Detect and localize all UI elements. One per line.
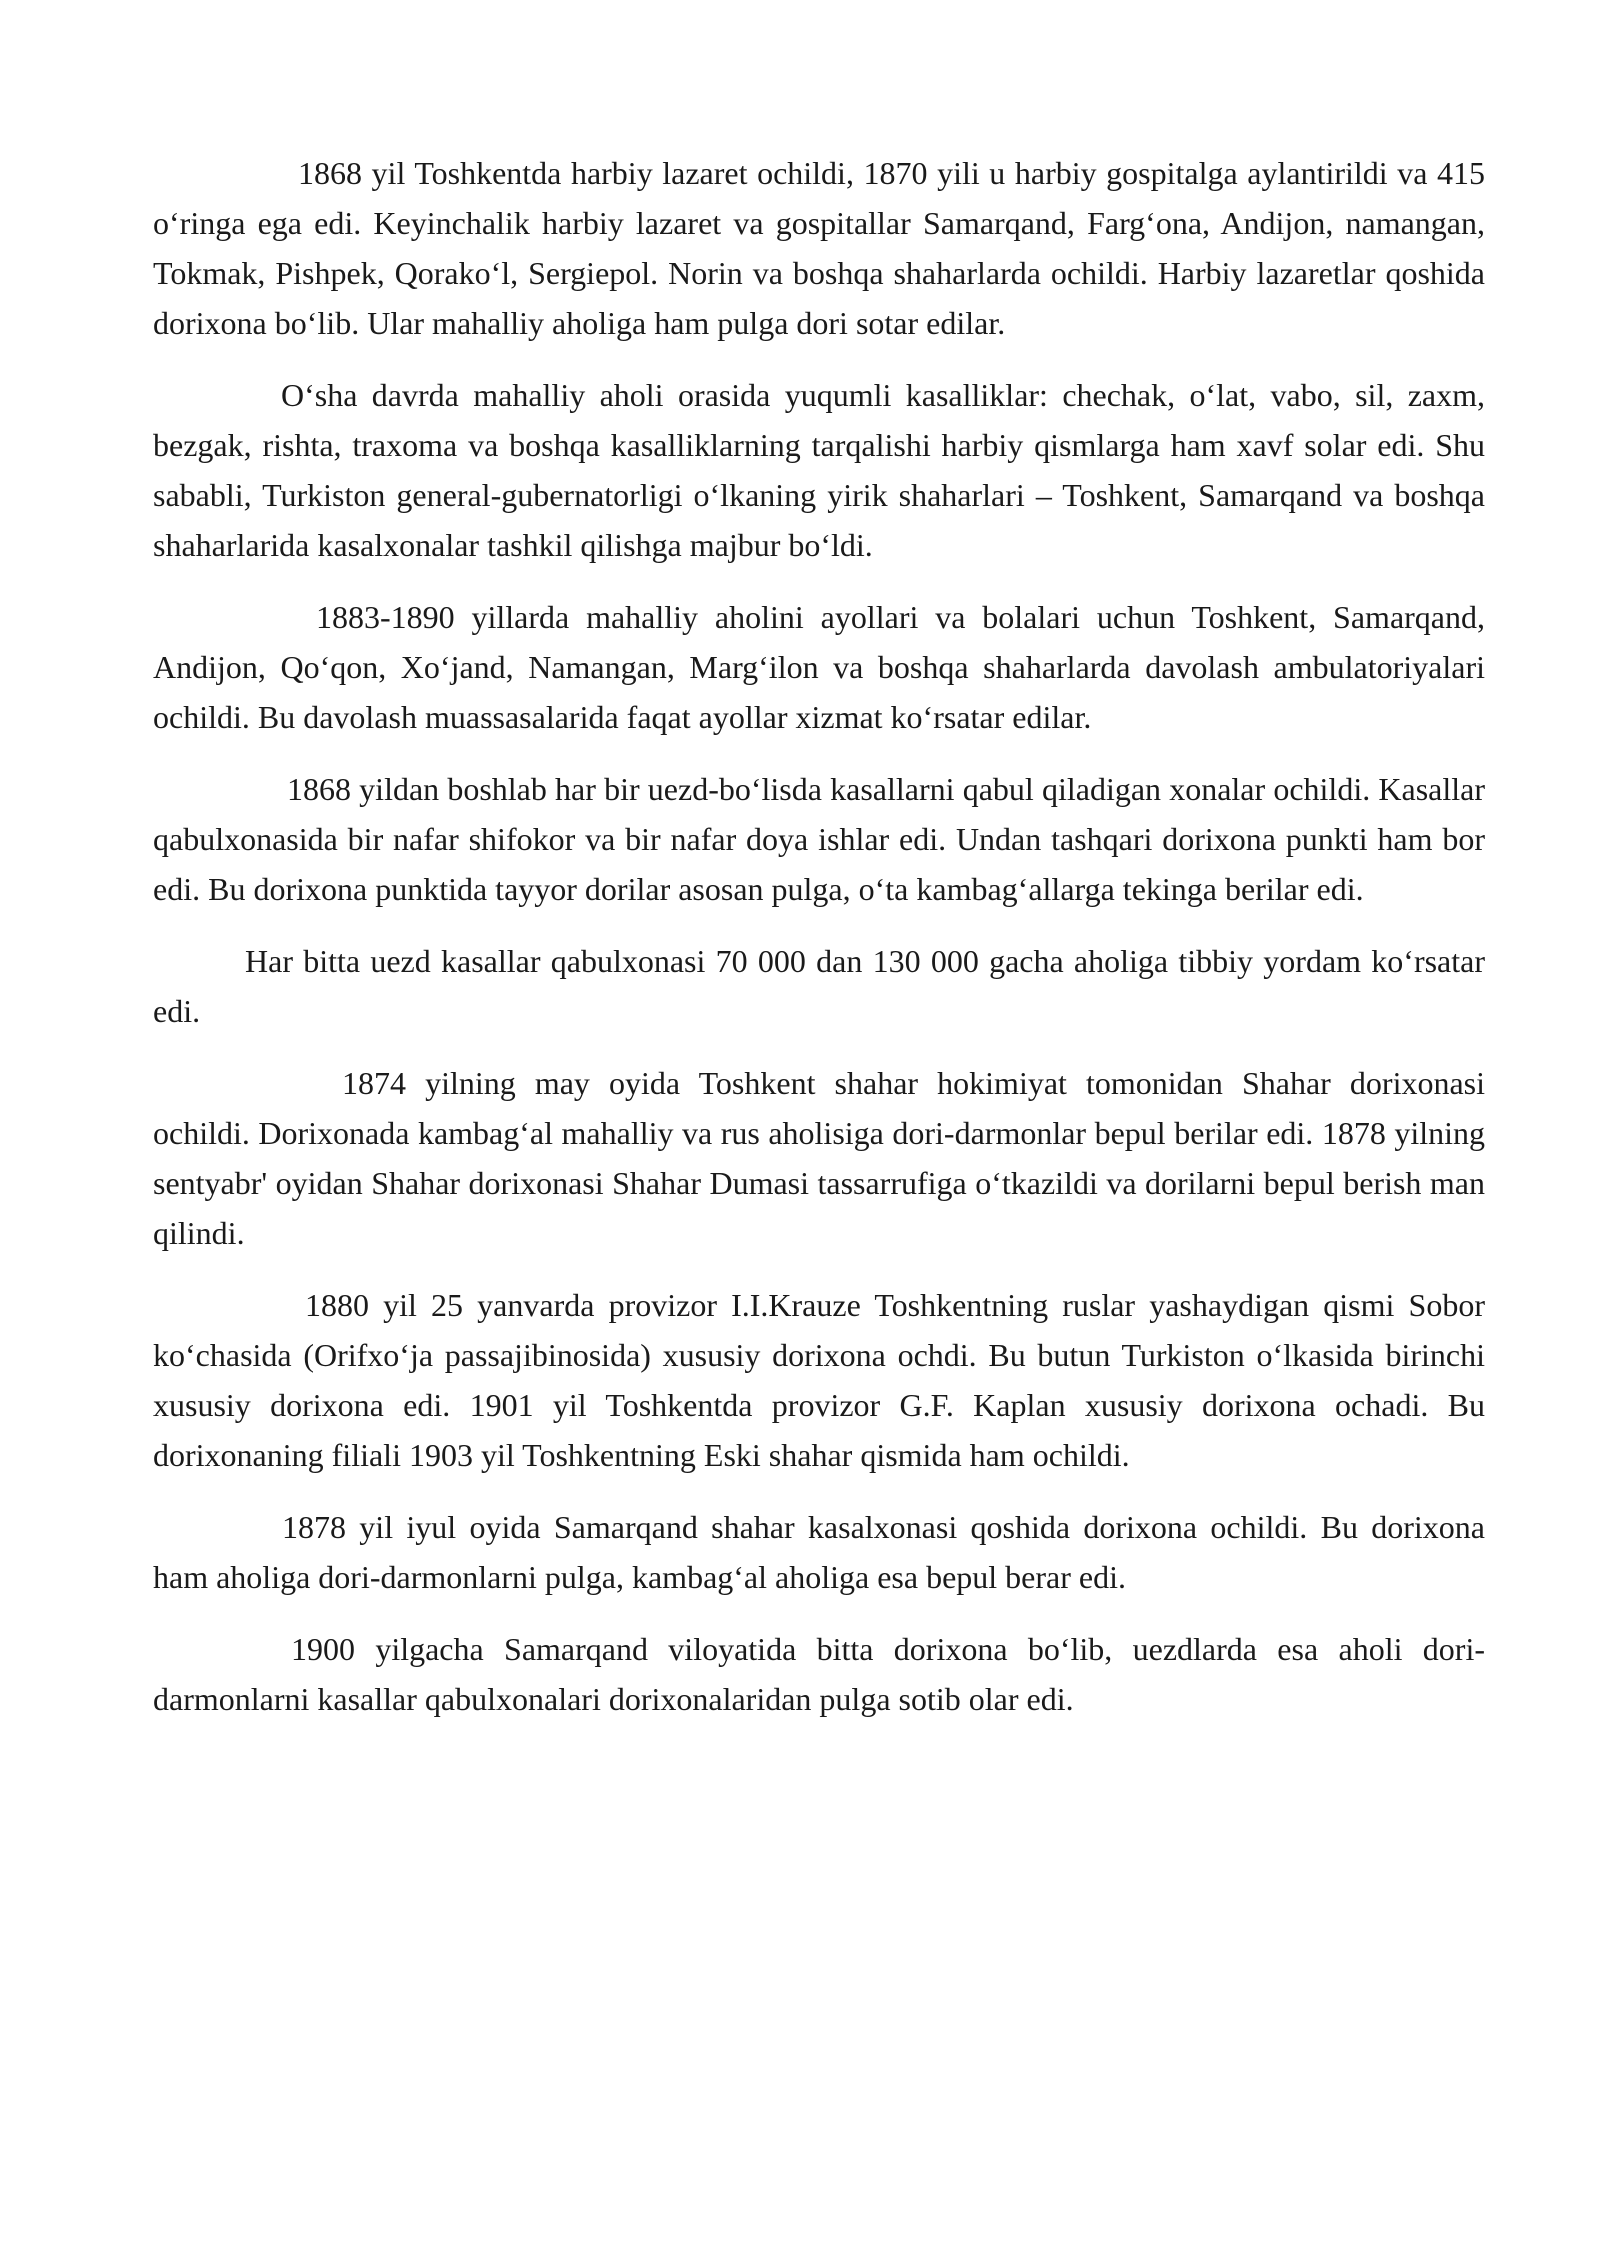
paragraph: 1880 yil 25 yanvarda provizor I.I.Krauze Toshkentning ruslar yashaydigan qismi Sobor koʻchasida (Orifxoʻja passajibinosida) xususiy dorixona ochdi. Bu butun Turkiston oʻlkasida birinchi xususiy dorixona edi. 1901 yil Toshkentda provizor G.F. Kaplan xususiy dorixona ochadi. Bu dorixonaning filiali 1903 yil Toshkentning Eski shahar qismida ham ochildi.	[153, 1287, 1485, 1473]
document-page	[153, 148, 1485, 1746]
paragraph: Oʻsha davrda mahalliy aholi orasida yuqumli kasalliklar: chechak, oʻlat, vabo, sil, zaxm, bezgak, rishta, traxoma va boshqa kasalliklarning tarqalishi harbiy qismlarga ham xavf solar edi. Shu sababli, Turkiston general-gubernatorligi oʻlkaning yirik shaharlari – Toshkent, Samarqand va boshqa shaharlarida kasalxonalar tashkil qilishga majbur boʻldi.	[153, 377, 1485, 563]
paragraph: Har bitta uezd kasallar qabulxonasi 70 000 dan 130 000 gacha aholiga tibbiy yordam koʻrsatar edi.	[153, 943, 1485, 1029]
paragraph: 1883-1890 yillarda mahalliy aholini ayollari va bolalari uchun Toshkent, Samarqand, Andijon, Qoʻqon, Xoʻjand, Namangan, Margʻilon va boshqa shaharlarda davolash ambulatoriyalari ochildi. Bu davolash muassasalarida faqat ayollar xizmat koʻrsatar edilar.	[153, 599, 1485, 735]
paragraph: 1868 yil Toshkentda harbiy lazaret ochildi, 1870 yili u harbiy gospitalga aylantirildi va 415 oʻringa ega edi. Keyinchalik harbiy lazaret va gospitallar Samarqand, Fargʻona, Andijon, namangan, Tokmak, Pishpek, Qorakoʻl, Sergiepol. Norin va boshqa shaharlarda ochildi. Harbiy lazaretlar qoshida dorixona boʻlib. Ular mahalliy aholiga ham pulga dori sotar edilar.	[153, 155, 1485, 341]
paragraph: 1878 yil iyul oyida Samarqand shahar kasalxonasi qoshida dorixona ochildi. Bu dorixona ham aholiga dori-darmonlarni pulga, kambagʻal aholiga esa bepul berar edi.	[153, 1509, 1485, 1595]
paragraph: 1874 yilning may oyida Toshkent shahar hokimiyat tomonidan Shahar dorixonasi ochildi. Dorixonada kambagʻal mahalliy va rus aholisiga dori-darmonlar bepul berilar edi. 1878 yilning sentyabr' oyidan Shahar dorixonasi Shahar Dumasi tassarrufiga oʻtkazildi va dorilarni bepul berish man qilindi.	[153, 1065, 1485, 1251]
paragraph: 1868 yildan boshlab har bir uezd-boʻlisda kasallarni qabul qiladigan xonalar ochildi. Kasallar qabulxonasida bir nafar shifokor va bir nafar doya ishlar edi. Undan tashqari dorixona punkti ham bor edi. Bu dorixona punktida tayyor dorilar asosan pulga, oʻta kambagʻallarga tekinga berilar edi.	[153, 771, 1485, 907]
paragraph: 1900 yilgacha Samarqand viloyatida bitta dorixona boʻlib, uezdlarda esa aholi dori-darmonlarni kasallar qabulxonalari dorixonalaridan pulga sotib olar edi.	[153, 1631, 1485, 1717]
